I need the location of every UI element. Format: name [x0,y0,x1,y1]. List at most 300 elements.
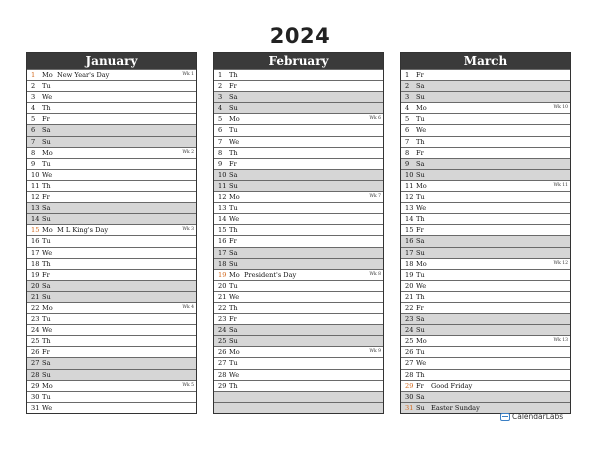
day-number: 8 [405,148,410,157]
day-of-week: Mo [229,270,240,279]
day-of-week: Sa [42,126,51,135]
day-of-week: Th [229,381,238,390]
day-row [214,180,383,191]
day-number: 10 [405,170,414,179]
day-row [214,369,383,380]
day-number: 9 [218,159,223,168]
day-of-week: Sa [42,359,51,368]
day-row [401,191,570,202]
day-number: 7 [218,137,223,146]
day-of-week: Mo [416,181,427,190]
day-of-week: We [416,281,427,290]
day-row [214,113,383,124]
day-number: 17 [31,248,40,257]
month-days [401,69,570,413]
day-row [27,291,196,302]
day-number: 25 [31,337,40,346]
week-number: Wk 1 [182,72,194,77]
day-row [214,335,383,346]
day-of-week: Mo [42,303,53,312]
day-row [27,280,196,291]
year-title: 2024 [269,24,331,48]
day-of-week: Mo [42,148,53,157]
holiday-label: Good Friday [431,381,473,390]
day-number: 31 [31,403,40,412]
day-row [401,313,570,324]
day-number: 21 [405,292,414,301]
day-number: 31 [405,403,414,412]
week-number: Wk 8 [369,271,381,277]
day-number: 28 [218,370,227,379]
day-row [214,158,383,169]
day-number: 20 [218,281,227,290]
day-number: 2 [218,82,223,91]
day-row [27,313,196,324]
week-number: Wk 9 [369,349,381,355]
day-row [401,91,570,102]
day-number: 11 [218,181,227,190]
month-header: March [401,53,570,69]
day-number: 22 [405,303,414,312]
day-row [214,124,383,135]
day-of-week: Fr [42,348,50,357]
day-number: 19 [218,270,227,279]
day-number: 30 [31,392,40,401]
day-number: 4 [31,104,36,113]
day-row [214,235,383,246]
day-row [401,302,570,313]
day-of-week: Sa [229,170,238,179]
day-of-week: Mo [416,337,427,346]
day-of-week: Sa [229,248,238,257]
empty-day-row [214,402,383,413]
day-row [401,180,570,191]
day-row [27,391,196,402]
day-of-week: Th [42,181,51,190]
day-of-week: Th [416,370,425,379]
day-row [27,80,196,91]
day-of-week: Tu [42,82,51,91]
day-row [214,169,383,180]
day-of-week: Fr [42,115,50,124]
week-number: Wk 3 [182,227,194,233]
empty-day-row [214,391,383,402]
day-number: 20 [405,281,414,290]
day-row [214,102,383,113]
day-number: 16 [405,237,414,246]
day-row [401,258,570,269]
holiday-label: President's Day [244,270,297,279]
day-of-week: Su [416,326,425,335]
day-row [214,136,383,147]
day-number: 29 [405,381,414,390]
day-of-week: Sa [416,237,425,246]
day-of-week: Th [229,71,238,79]
day-of-week: Th [416,215,425,224]
day-row [401,213,570,224]
day-number: 18 [405,259,414,268]
day-of-week: Tu [229,126,238,135]
day-of-week: Su [229,104,238,113]
day-number: 9 [31,159,36,168]
day-of-week: Su [42,215,51,224]
day-row [214,269,383,280]
day-of-week: Mo [42,71,53,79]
day-of-week: Fr [229,237,237,246]
day-number: 3 [31,93,36,102]
day-number: 10 [218,170,227,179]
day-number: 27 [31,359,40,368]
day-number: 11 [31,181,40,190]
day-of-week: We [42,170,53,179]
day-row [27,191,196,202]
day-of-week: Tu [416,348,425,357]
day-of-week: Tu [42,315,51,324]
day-of-week: Th [416,292,425,301]
day-row [27,224,196,235]
day-row [401,113,570,124]
day-row [27,124,196,135]
day-number: 28 [31,370,40,379]
day-row [214,191,383,202]
month-days [214,69,383,413]
day-of-week: Tu [416,270,425,279]
month-january [26,52,197,414]
day-of-week: Su [229,259,238,268]
day-row [27,335,196,346]
day-number: 14 [218,215,227,224]
day-of-week: Fr [416,226,424,235]
day-of-week: Tu [229,204,238,213]
day-of-week: Mo [229,348,240,357]
day-number: 12 [31,193,40,202]
day-row [214,247,383,258]
day-of-week: We [416,204,427,213]
day-row [214,313,383,324]
day-row [27,235,196,246]
day-number: 5 [405,115,410,124]
day-number: 6 [31,126,36,135]
day-row [27,136,196,147]
day-of-week: Su [42,137,51,146]
day-row [214,213,383,224]
day-number: 7 [405,137,410,146]
day-row [401,346,570,357]
day-of-week: Mo [42,226,53,235]
day-of-week: Mo [416,104,427,113]
day-number: 11 [405,181,414,190]
day-row [401,235,570,246]
day-number: 21 [31,292,40,301]
day-number: 4 [218,104,223,113]
day-of-week: Sa [416,159,425,168]
day-row [401,202,570,213]
day-row [214,80,383,91]
holiday-label: Easter Sunday [431,403,480,412]
day-row [401,247,570,258]
day-number: 3 [405,93,410,102]
day-of-week: Fr [416,71,424,79]
day-of-week: Fr [229,159,237,168]
week-number: Wk 7 [369,194,381,200]
day-number: 16 [218,237,227,246]
day-number: 24 [31,326,40,335]
day-row [401,369,570,380]
day-of-week: Sa [416,315,425,324]
week-number: Wk 2 [182,149,194,155]
day-of-week: We [42,93,53,102]
day-number: 18 [31,259,40,268]
day-of-week: Su [416,248,425,257]
day-row [27,369,196,380]
day-number: 29 [31,381,40,390]
day-number: 23 [405,315,414,324]
day-number: 27 [218,359,227,368]
day-number: 28 [405,370,414,379]
day-row [401,357,570,368]
month-days [27,69,196,413]
day-of-week: Mo [229,193,240,202]
day-number: 14 [31,215,40,224]
day-row [214,280,383,291]
day-of-week: Fr [416,303,424,312]
day-row [27,302,196,313]
day-row [27,158,196,169]
day-row [401,335,570,346]
day-number: 6 [405,126,410,135]
month-header: February [214,53,383,69]
day-row [401,169,570,180]
day-number: 12 [218,193,227,202]
day-of-week: Tu [416,193,425,202]
day-of-week: We [416,359,427,368]
day-number: 2 [405,82,410,91]
day-of-week: Th [42,337,51,346]
day-of-week: Tu [416,115,425,124]
day-number: 26 [405,348,414,357]
day-number: 5 [218,115,223,124]
day-number: 13 [405,204,414,213]
day-row [27,357,196,368]
day-row [401,102,570,113]
day-number: 27 [405,359,414,368]
day-of-week: Mo [42,381,53,390]
day-number: 2 [31,82,36,91]
day-number: 1 [31,71,36,79]
day-of-week: Sa [416,392,425,401]
day-number: 24 [405,326,414,335]
day-of-week: Su [229,337,238,346]
day-row [27,346,196,357]
day-row [214,357,383,368]
day-of-week: Fr [42,270,50,279]
day-number: 19 [405,270,414,279]
day-row [401,324,570,335]
day-of-week: Mo [229,115,240,124]
day-number: 15 [405,226,414,235]
holiday-label: New Year's Day [57,71,110,79]
day-of-week: We [229,215,240,224]
day-number: 25 [218,337,227,346]
day-row [401,269,570,280]
day-row [401,136,570,147]
day-row [27,69,196,80]
day-number: 30 [405,392,414,401]
day-number: 20 [31,281,40,290]
day-number: 23 [218,315,227,324]
day-of-week: Sa [42,281,51,290]
day-of-week: Tu [229,359,238,368]
week-number: Wk 13 [553,338,568,344]
day-of-week: Tu [42,392,51,401]
day-row [401,291,570,302]
day-row [27,213,196,224]
day-row [214,202,383,213]
day-of-week: Su [42,370,51,379]
day-of-week: Fr [42,193,50,202]
day-of-week: Fr [416,381,424,390]
day-row [214,302,383,313]
day-of-week: We [42,248,53,257]
day-row [27,380,196,391]
day-of-week: Sa [229,93,238,102]
day-number: 14 [405,215,414,224]
day-row [401,69,570,80]
day-number: 26 [31,348,40,357]
day-number: 24 [218,326,227,335]
day-row [214,258,383,269]
day-of-week: Sa [416,82,425,91]
day-number: 22 [218,303,227,312]
day-of-week: Th [229,303,238,312]
day-row [214,224,383,235]
day-of-week: Mo [416,259,427,268]
week-number: Wk 10 [553,105,568,111]
day-row [401,380,570,391]
day-row [27,180,196,191]
day-row [401,280,570,291]
day-row [401,158,570,169]
holiday-label: M L King's Day [57,226,109,235]
week-number: Wk 6 [369,116,381,122]
day-of-week: We [229,370,240,379]
day-of-week: Th [229,226,238,235]
day-row [27,324,196,335]
week-number: Wk 12 [553,260,568,266]
day-of-week: Su [416,170,425,179]
day-row [214,380,383,391]
day-of-week: Tu [42,159,51,168]
day-number: 5 [31,115,36,124]
day-number: 17 [218,248,227,257]
day-number: 15 [218,226,227,235]
day-row [27,91,196,102]
day-row [27,202,196,213]
day-number: 8 [31,148,36,157]
calendar-icon [500,413,510,421]
day-of-week: We [229,292,240,301]
day-number: 19 [31,270,40,279]
day-number: 22 [31,303,40,312]
day-of-week: We [416,126,427,135]
day-of-week: We [42,403,53,412]
day-number: 10 [31,170,40,179]
day-row [214,346,383,357]
day-row [401,80,570,91]
day-number: 1 [218,71,223,79]
day-row [27,247,196,258]
day-number: 26 [218,348,227,357]
day-number: 9 [405,159,410,168]
day-number: 7 [31,137,36,146]
day-number: 16 [31,237,40,246]
day-row [401,124,570,135]
day-number: 21 [218,292,227,301]
brand-name: CalendarLabs [512,412,564,421]
day-row [27,169,196,180]
day-row [401,224,570,235]
day-number: 3 [218,93,223,102]
day-of-week: Tu [229,281,238,290]
day-row [27,102,196,113]
week-number: Wk 11 [553,182,568,188]
day-of-week: Th [42,259,51,268]
day-of-week: Th [229,148,238,157]
day-row [27,258,196,269]
day-number: 8 [218,148,223,157]
day-of-week: Sa [42,204,51,213]
day-of-week: Su [229,181,238,190]
day-of-week: Sa [229,326,238,335]
day-number: 25 [405,337,414,346]
day-of-week: Su [416,403,425,412]
day-number: 18 [218,259,227,268]
month-header: January [27,53,196,69]
day-of-week: Th [42,104,51,113]
day-of-week: Fr [229,82,237,91]
month-march [400,52,571,414]
week-number: Wk 4 [182,304,194,310]
day-of-week: Tu [42,237,51,246]
day-of-week: Fr [416,148,424,157]
day-number: 4 [405,104,410,113]
day-of-week: Su [416,93,425,102]
month-february [213,52,384,414]
week-number: Wk 5 [182,382,194,388]
day-row [401,147,570,158]
day-row [401,391,570,402]
day-of-week: Su [42,292,51,301]
day-number: 1 [405,71,410,79]
day-number: 6 [218,126,223,135]
day-of-week: We [42,326,53,335]
day-row [214,147,383,158]
day-number: 13 [218,204,227,213]
day-of-week: Fr [229,315,237,324]
day-row [214,324,383,335]
day-row [27,269,196,280]
day-of-week: Th [416,137,425,146]
day-row [214,91,383,102]
day-row [214,291,383,302]
day-number: 23 [31,315,40,324]
day-row [214,69,383,80]
day-number: 17 [405,248,414,257]
day-number: 12 [405,193,414,202]
day-number: 15 [31,226,40,235]
day-of-week: We [229,137,240,146]
calendarlabs-logo[interactable] [500,412,563,421]
